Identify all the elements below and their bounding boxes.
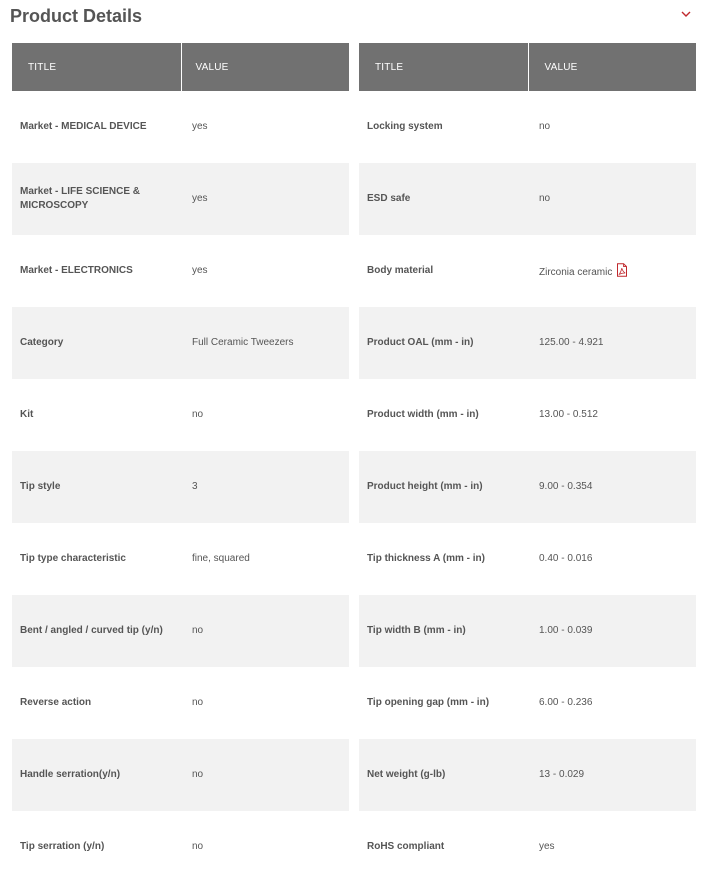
row-value: no — [192, 697, 204, 708]
pdf-icon[interactable] — [616, 263, 628, 277]
table-row — [12, 163, 349, 235]
row-value: 125.00 - 4.921 — [528, 307, 696, 379]
table-row — [359, 667, 696, 739]
table-row — [359, 451, 696, 523]
column-header-title: TITLE — [12, 43, 181, 91]
row-title: Tip serration (y/n) — [20, 841, 105, 852]
table-row — [359, 739, 696, 811]
row-title: RoHS compliant — [367, 841, 445, 852]
table-row — [12, 379, 349, 451]
table-row — [359, 595, 696, 667]
column-header-value: VALUE — [181, 43, 349, 91]
row-title: Tip opening gap (mm - in) — [367, 697, 490, 708]
table-header-row — [359, 43, 696, 91]
row-title: Market - LIFE SCIENCE & MICROSCOPY — [12, 163, 181, 235]
chevron-down-icon[interactable] — [679, 9, 693, 19]
row-title: Tip type characteristic — [20, 553, 126, 564]
column-header-value: VALUE — [528, 43, 696, 91]
row-title: Product OAL (mm - in) — [359, 307, 528, 379]
row-title: Bent / angled / curved tip (y/n) — [12, 595, 181, 667]
row-value: no — [181, 739, 349, 811]
row-value: 3 — [181, 451, 349, 523]
product-details-header[interactable] — [0, 0, 705, 34]
row-value: 13 - 0.029 — [528, 739, 696, 811]
row-value: yes — [192, 265, 208, 276]
table-row — [359, 235, 696, 307]
row-title: Market - MEDICAL DEVICE — [20, 121, 147, 132]
table-row — [359, 163, 696, 235]
row-title: Product height (mm - in) — [359, 451, 528, 523]
row-title: Category — [12, 307, 181, 379]
row-value: no — [181, 595, 349, 667]
row-value: no — [192, 409, 204, 420]
row-value: 13.00 - 0.512 — [539, 409, 598, 420]
row-value: 1.00 - 0.039 — [528, 595, 696, 667]
row-title: Market - ELECTRONICS — [20, 265, 133, 276]
row-title: Tip width B (mm - in) — [359, 595, 528, 667]
row-title: Handle serration(y/n) — [12, 739, 181, 811]
table-row — [12, 451, 349, 523]
row-title: Net weight (g-lb) — [359, 739, 528, 811]
table-row — [12, 523, 349, 595]
row-value: 6.00 - 0.236 — [539, 697, 593, 708]
row-value: 0.40 - 0.016 — [539, 553, 593, 564]
row-title: Product width (mm - in) — [367, 409, 479, 420]
spec-table-right — [359, 43, 696, 883]
row-value: fine, squared — [192, 553, 250, 564]
table-row — [359, 523, 696, 595]
spec-table-left — [12, 43, 349, 883]
table-row — [12, 811, 349, 883]
table-row — [359, 379, 696, 451]
row-title: Reverse action — [20, 697, 92, 708]
row-value: no — [528, 163, 696, 235]
row-value: no — [539, 121, 551, 132]
table-row — [359, 307, 696, 379]
row-title: Body material — [367, 265, 434, 276]
table-row — [12, 307, 349, 379]
row-value: 9.00 - 0.354 — [528, 451, 696, 523]
row-value-cell — [528, 235, 696, 307]
column-header-title: TITLE — [359, 43, 528, 91]
table-row — [12, 91, 349, 163]
table-header-row — [12, 43, 349, 91]
row-value: Zirconia ceramic — [539, 266, 613, 278]
table-row — [12, 235, 349, 307]
row-title: Locking system — [367, 121, 443, 132]
row-value: yes — [181, 163, 349, 235]
table-row — [12, 667, 349, 739]
row-value: yes — [192, 121, 208, 132]
table-row — [12, 595, 349, 667]
row-title: Tip thickness A (mm - in) — [367, 553, 485, 564]
table-row — [359, 91, 696, 163]
row-value: Full Ceramic Tweezers — [181, 307, 349, 379]
table-row — [12, 739, 349, 811]
table-row — [359, 811, 696, 883]
row-title: ESD safe — [359, 163, 528, 235]
row-title: Kit — [20, 409, 34, 420]
row-value: no — [192, 841, 204, 852]
section-title: Product Details — [10, 6, 143, 26]
row-title: Tip style — [12, 451, 181, 523]
row-value: yes — [539, 841, 555, 852]
